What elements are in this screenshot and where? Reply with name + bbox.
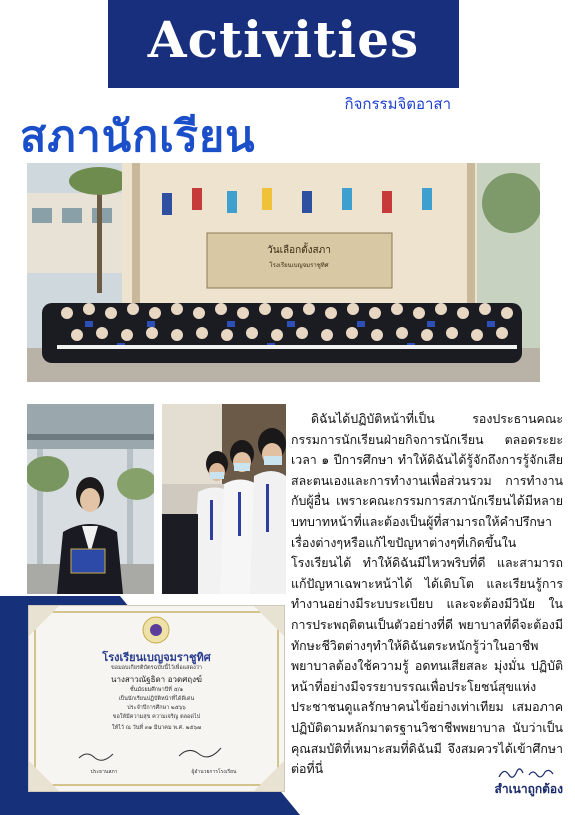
page-title: Activities <box>147 10 420 69</box>
signature-scribble <box>497 765 561 781</box>
certificate-image <box>28 605 285 792</box>
title-banner <box>108 0 459 88</box>
page-subtitle: กิจกรรมจิตอาสา <box>344 95 451 113</box>
body-paragraph: ดิฉันได้ปฏิบัติหน้าที่เป็น รองประธานคณะกรรมการนักเรียนฝ่ายกิจการนักเรียน ตลอดระยะเวลา ๑ ปีการศึกษา ทำให้ดิฉันได้รู้จักถึงการรู้จักเสียสละตนเองและการทำงานเพื่อส่วนรวม การทำงานกับผู้อื่น เพราะคณะกรรมการสภานักเรียนได้มีหลายบทบาทหน้าที่และต้องเป็นผู้ที่สามารถให้คำปรึกษาเรื่องต่างๆหรือแก้ไขปัญหาต่างๆที่เกิดขึ้นใน โรงเรียนได้ ทำให้ดิฉันมีไหวพริบที่ดี และสามารถแก้ปัญหาเฉพาะหน้าได้ ได้เติบโต และเรียนรู้การทำงานอย่างมีระบบระเบียบ และจะต้องมีวินัย ในการประพฤติตนเป็นตัวอย่างที่ดี พยาบาลที่ดีจะต้องมีทักษะชีวิตต่างๆทำให้ดิฉันตระหนักรู้ว่าในอาชีพพยาบาลต้องใช้ความรู้ อดทนเสียสละ มุ่งมั่น ปฏิบัติหน้าที่อย่างมีจรรยาบรรณเพื่อประโยชน์สุขแห่งประชาชนดูแลรักษาคนไข้อย่างเท่าเทียม เสมอภาค ปฏิบัติตามหลักมาตรฐานวิชาชีพพยาบาล นับว่าเป็นคุณสมบัติที่เหมาะสมที่ดิฉันมี จึงสมควรได้เข้าศึกษาต่อที่นี่ <box>291 411 563 777</box>
stage-banner-text: วันเลือกตั้งสภา <box>267 245 331 256</box>
certificate-line4: เป็นนักเรียนปฏิบัติหน้าที่ได้ดีเด่น <box>118 696 195 702</box>
certificate-line3: ชั้นมัธยมศึกษาปีที่ ๕/๑ <box>129 687 184 693</box>
certified-copy-label: สำเนาถูกต้อง <box>494 782 563 796</box>
group-photo <box>27 163 540 382</box>
students-photo <box>162 404 286 594</box>
certificate-line1: ขอมอบเกียรติบัตรฉบับนี้ไว้เพื่อแสดงว่า <box>111 665 202 671</box>
portrait-photo <box>27 404 154 594</box>
certificate-signer-right: ผู้อำนวยการโรงเรียน <box>191 769 237 775</box>
certificate-line5: ประจำปีการศึกษา ๒๕๖๖ <box>127 705 186 711</box>
certificate-school: โรงเรียนเบญจมราชูทิศ <box>102 651 211 664</box>
certificate-signer-left: ประธานสภา <box>90 769 118 775</box>
certificate-name: นางสาวณัฐธิดา อวดศฤงฆ์ <box>111 675 202 684</box>
stage-banner-subtext: โรงเรียนเบญจมราชูทิศ <box>269 262 329 269</box>
certificate-date: ให้ไว้ ณ วันที่ ๓๑ มีนาคม พ.ศ. ๒๕๖๗ <box>111 725 202 731</box>
section-heading: สภานักเรียน <box>20 112 256 162</box>
certificate-line6: ขอให้มีความสุข ความเจริญ ตลอดไป <box>112 714 201 720</box>
